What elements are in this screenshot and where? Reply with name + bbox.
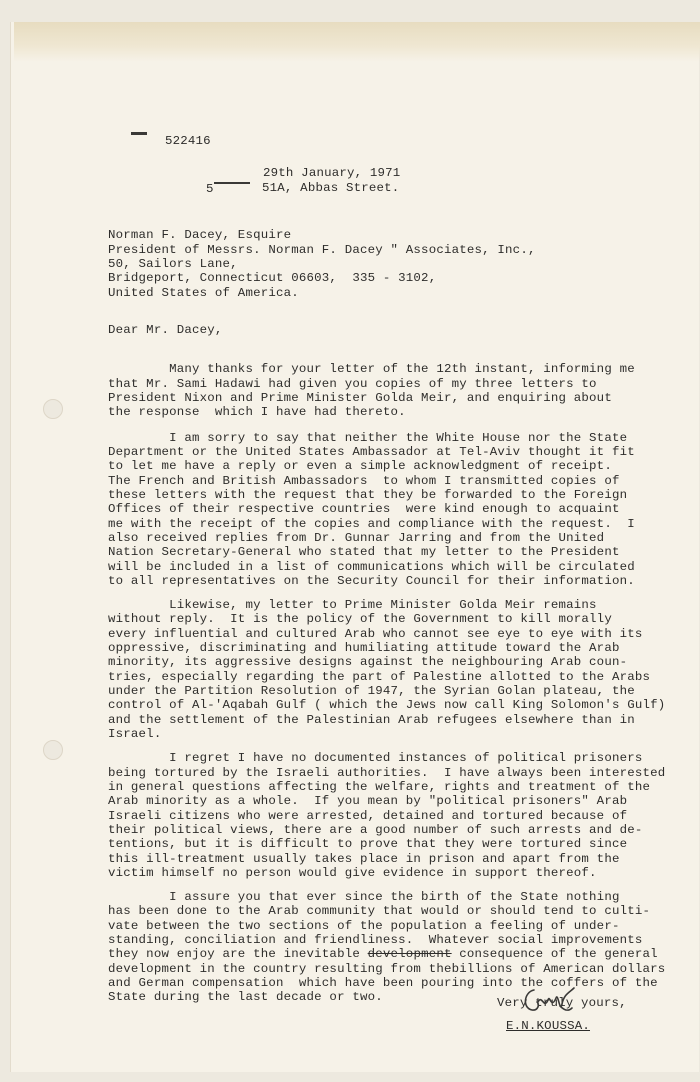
body-line: being tortured by the Israeli authorities. I have always been interested — [108, 766, 666, 780]
reference-dash — [131, 132, 147, 135]
punch-hole-top — [43, 399, 63, 419]
body-line: tries, especially regarding the part of Palestine allotted to the Arabs — [108, 670, 651, 684]
body-line: President Nixon and Prime Minister Golda Meir, and enquiring about — [108, 391, 612, 405]
body-line: vate between the two sections of the population a feeling of under- — [108, 919, 620, 933]
body-line: Likewise, my letter to Prime Minister Golda Meir remains — [108, 598, 597, 612]
body-line: development in the country resulting from thebillions of American dollars — [108, 962, 666, 976]
body-line: I am sorry to say that neither the White House nor the State — [108, 431, 628, 445]
body-line: The French and British Ambassadors to whom I transmitted copies of — [108, 474, 620, 488]
body-line: Department or the United States Ambassador at Tel-Aviv thought it fit — [108, 445, 635, 459]
body-line: Many thanks for your letter of the 12th instant, informing me — [108, 362, 635, 376]
punch-hole-bottom — [43, 740, 63, 760]
reference-number: 522416 — [165, 134, 211, 148]
body-line: Israel. — [108, 727, 162, 741]
body-line: also received replies from Dr. Gunnar Jarring and from the United — [108, 531, 605, 545]
body-line: oppressive, discriminating and humiliating attitude toward the Arab — [108, 641, 620, 655]
recipient-line: 50, Sailors Lane, — [108, 257, 238, 271]
body-line: minority, its aggressive designs against the neighbouring Arab coun- — [108, 655, 628, 669]
body-line: their political views, there are a good number of such arrests and de- — [108, 823, 643, 837]
recipient-line: United States of America. — [108, 286, 299, 300]
letter-date: 29th January, 1971 — [263, 166, 401, 180]
body-line-start: they now enjoy are the inevitable — [108, 947, 368, 961]
body-line: has been done to the Arab community that would or should tend to culti- — [108, 904, 651, 918]
body-line: without reply. It is the policy of the Government to kill morally — [108, 612, 612, 626]
body-line: to let me have a reply or even a simple acknowledgment of receipt. — [108, 459, 612, 473]
body-line: this ill-treatment usually takes place in prison and apart from the — [108, 852, 620, 866]
body-line: Arab minority as a whole. If you mean by "political prisoners" Arab — [108, 794, 628, 808]
body-line: Nation Secretary-General who stated that my letter to the President — [108, 545, 620, 559]
body-line: I assure you that ever since the birth of the State nothing — [108, 890, 620, 904]
closing: Very truly yours, — [497, 996, 627, 1010]
body-line: me with the receipt of the copies and compliance with the request. I — [108, 517, 635, 531]
salutation: Dear Mr. Dacey, — [108, 323, 223, 337]
body-line: under the Partition Resolution of 1947, the Syrian Golan plateau, the — [108, 684, 635, 698]
body-line: every influential and cultured Arab who cannot see eye to eye with its — [108, 627, 643, 641]
paper-top-discoloration — [14, 22, 700, 62]
struck-word: development — [367, 947, 452, 961]
body-line: the response which I have had thereto. — [108, 405, 406, 419]
body-line: victim himself no person would give evidence in support thereof. — [108, 866, 597, 880]
body-line-end: consequence of the general — [451, 947, 658, 961]
body-line: will be included in a list of communications which will be circulated — [108, 560, 635, 574]
body-line: Offices of their respective countries were kind enough to acquaint — [108, 502, 620, 516]
address-strikeout — [214, 182, 250, 184]
body-line: Israeli citizens who were arrested, detained and tortured because of — [108, 809, 628, 823]
body-line: to all representatives on the Security Council for their information. — [108, 574, 635, 588]
signature-name: E.N.KOUSSA. — [506, 1019, 590, 1033]
body-line: and the settlement of the Palestinian Arab refugees elsewhere than in — [108, 713, 635, 727]
body-line: and German compensation which have been pouring into the coffers of the — [108, 976, 658, 990]
sender-address: 51A, Abbas Street. — [262, 181, 400, 195]
body-line: I regret I have no documented instances of political prisoners — [108, 751, 643, 765]
address-prefix: 5 — [206, 182, 214, 196]
body-line: State during the last decade or two. — [108, 990, 383, 1004]
body-line: that Mr. Sami Hadawi had given you copies of my three letters to — [108, 377, 597, 391]
recipient-line: President of Messrs. Norman F. Dacey " Associates, Inc., — [108, 243, 536, 257]
recipient-line: Norman F. Dacey, Esquire — [108, 228, 292, 242]
handwritten-signature — [520, 984, 576, 1018]
body-line: in general questions affecting the welfare, rights and treatment of the — [108, 780, 651, 794]
body-line: standing, conciliation and friendliness. Whatever social improvements — [108, 933, 643, 947]
body-line: tentions, but it is difficult to prove that they were tortured since — [108, 837, 628, 851]
body-line-with-correction — [108, 947, 658, 961]
body-line: control of Al-'Aqabah Gulf ( which the Jews now call King Solomon's Gulf) — [108, 698, 666, 712]
body-line: these letters with the request that they be forwarded to the Foreign — [108, 488, 628, 502]
recipient-line: Bridgeport, Connecticut 06603, 335 - 3102, — [108, 271, 437, 285]
